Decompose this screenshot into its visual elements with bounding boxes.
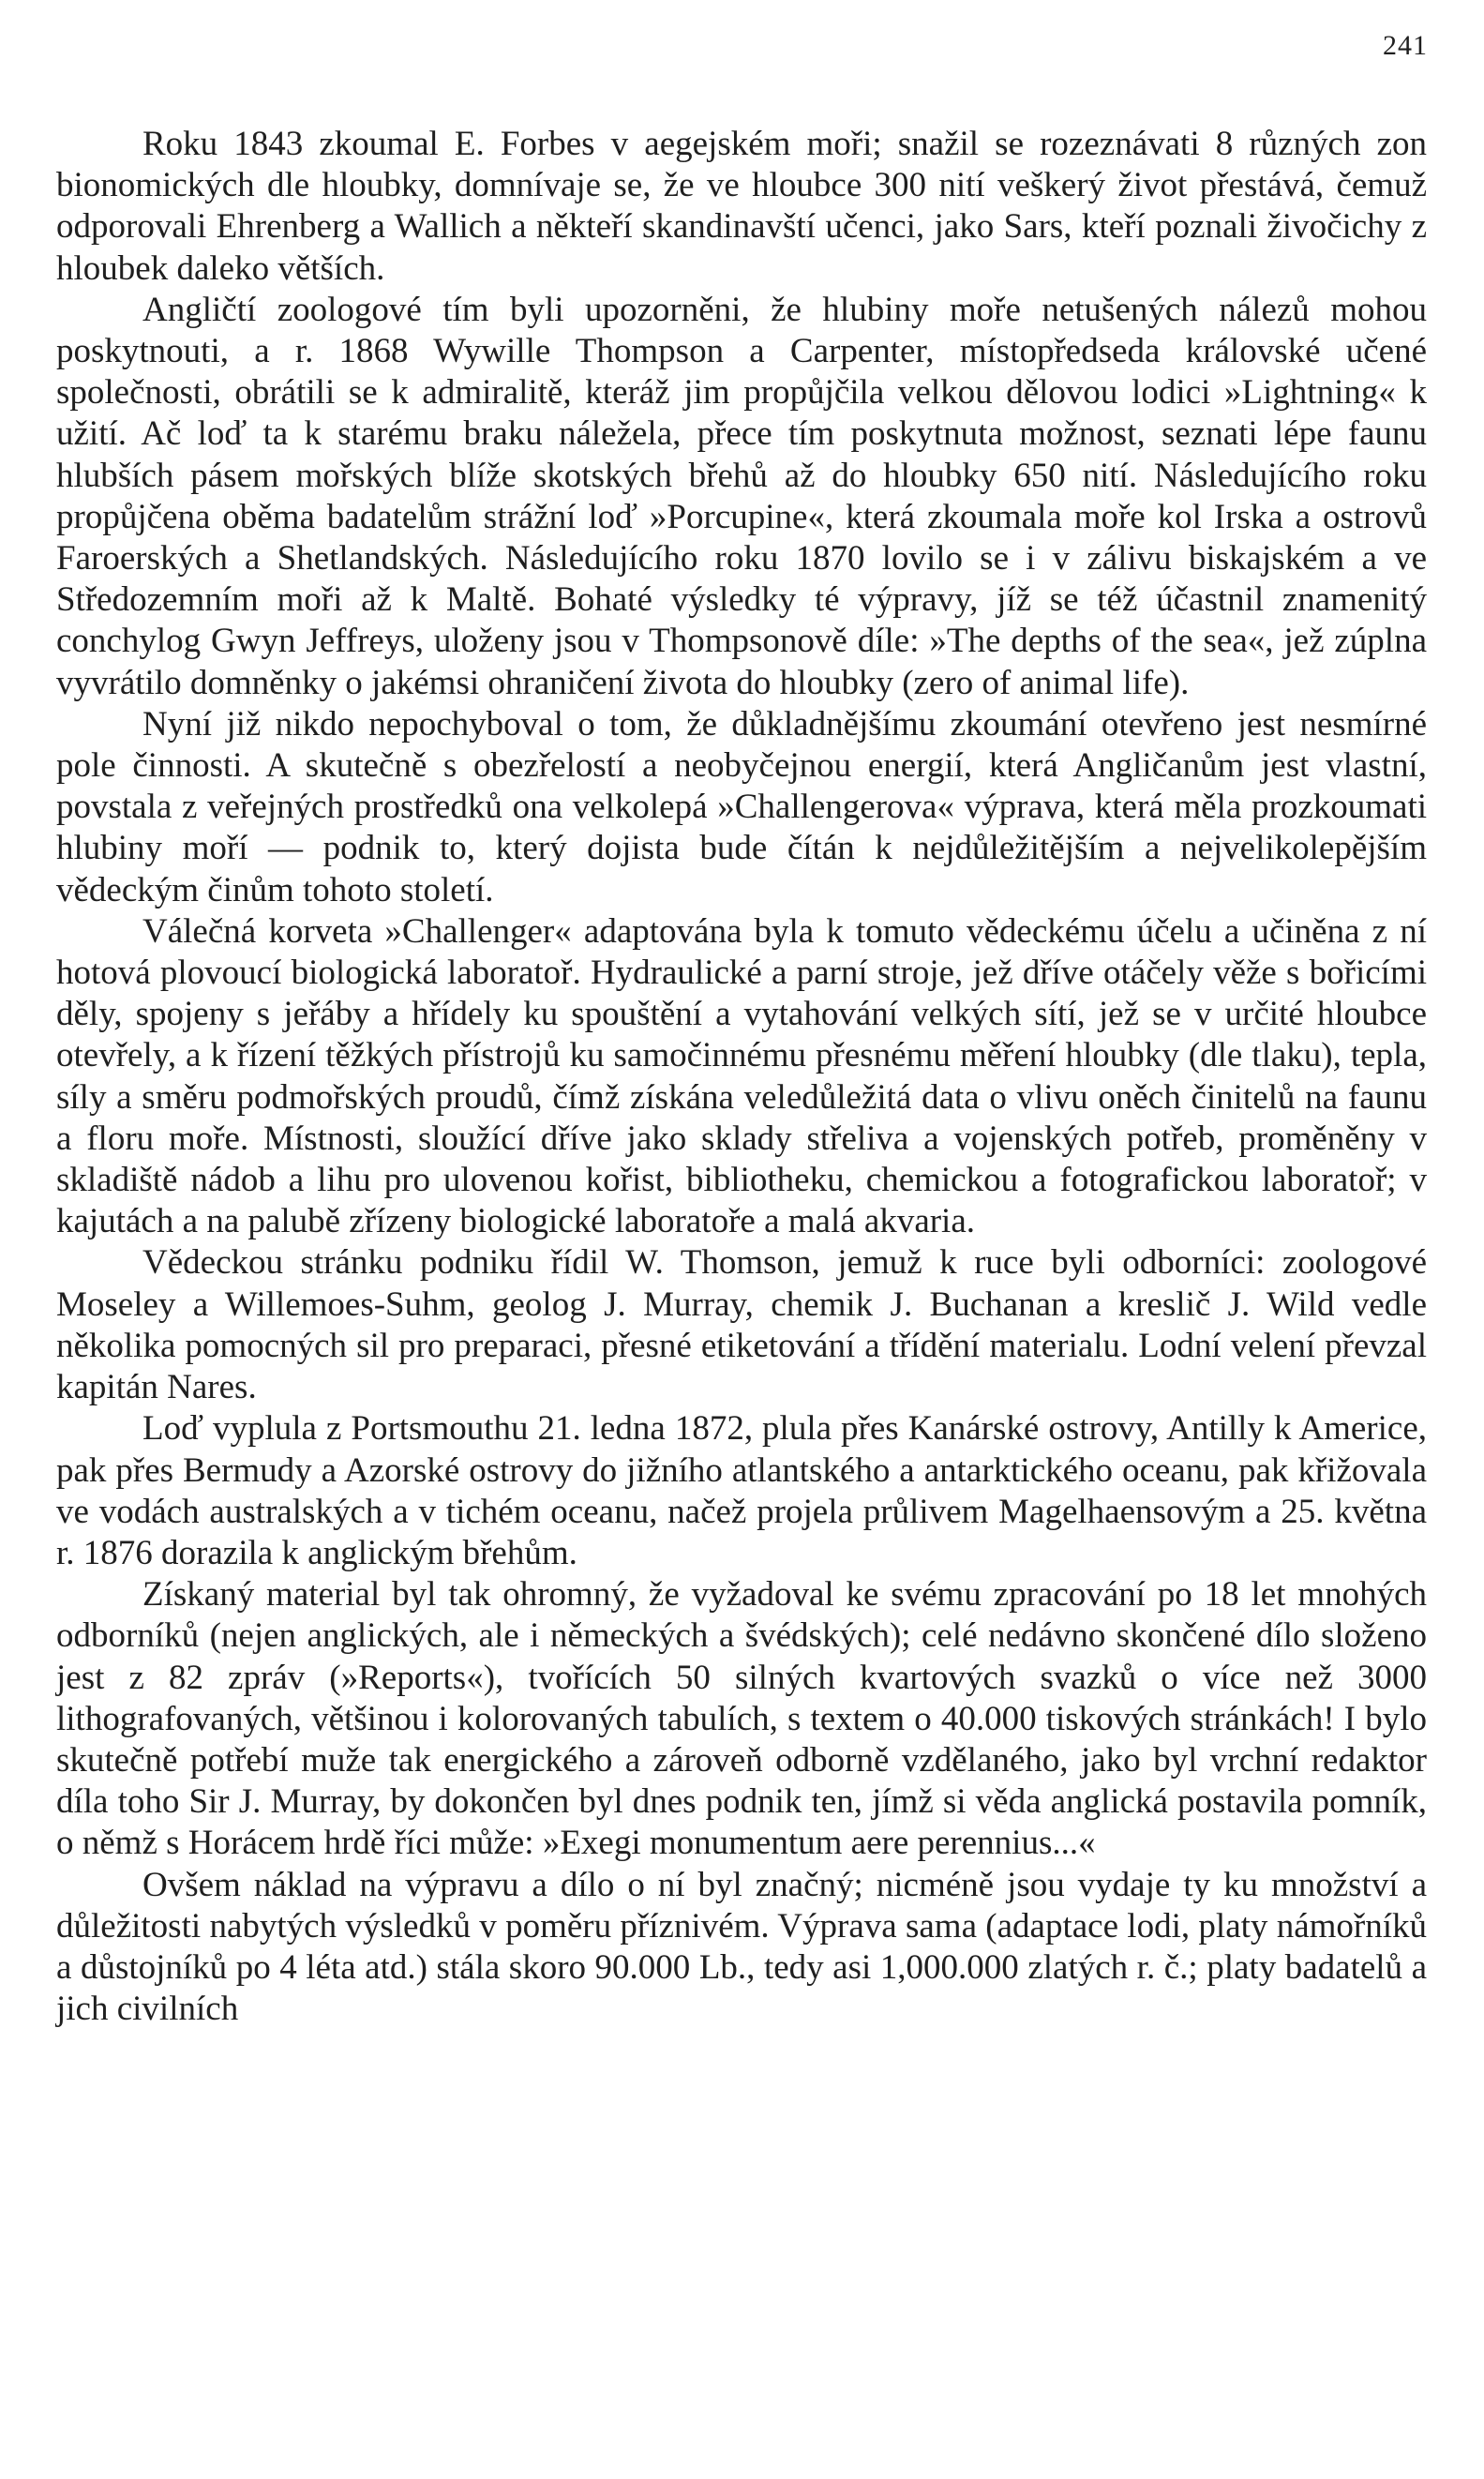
paragraph-4: Válečná korveta »Challenger« adaptována byla k tomuto vědeckému účelu a učiněna z ní hotová plovoucí biologická laboratoř. Hydraulické a parní stroje, jež dříve otáčely věže s bořicími děly, spojeny s jeřáby a hřídely ku spouštění a vytahování velkých sítí, jež se v určité hloubce otevřely, a k řízení těžkých přístrojů ku samočinnému přesnému měření hloubky (dle tlaku), tepla, síly a směru podmořských proudů, čímž získána veledůležitá data o vlivu oněch činitelů na faunu a floru moře. Místnosti, sloužící dříve jako sklady střeliva a vojenských potřeb, proměněny v skladiště nádob a lihu pro ulovenou kořist, bibliotheku, chemickou a fotografickou laboratoř; v kajutách a na palubě zřízeny biologické laboratoře a malá akvaria.: [56, 911, 1427, 1241]
paragraph-5: Vědeckou stránku podniku řídil W. Thomson, jemuž k ruce byli odborníci: zoologové Moseley a Willemoes-Suhm, geolog J. Murray, chemik J. Buchanan a kreslič J. Wild vedle několika pomocných sil pro preparaci, přesné etiketování a třídění materialu. Lodní velení převzal kapitán Nares.: [56, 1243, 1427, 1407]
paragraph-3: Nyní již nikdo nepochyboval o tom, že důkladnějšímu zkoumání otevřeno jest nesmírné pole činnosti. A skutečně s obezřelostí a neobyčejnou energií, která Angličanům jest vlastní, povstala z veřejných prostředků ona velkolepá »Challengerova« výprava, která měla prozkoumati hlubiny moří — podnik to, který dojista bude čítán k nejdůležitějším a nejvelikolepějším vědeckým činům tohoto století.: [56, 704, 1427, 909]
page-number: 241: [1383, 30, 1428, 61]
paragraph-6: Loď vyplula z Portsmouthu 21. ledna 1872, plula přes Kanárské ostrovy, Antilly k Americe, pak přes Bermudy a Azorské ostrovy do jižního atlantského a antarktického oceanu, pak křižovala ve vodách australských a v tichém oceanu, načež projela průlivem Magelhaensovým a 25. května r. 1876 dorazila k anglickým břehům.: [56, 1409, 1427, 1572]
article-text: [56, 124, 1427, 2030]
paragraph-8: Ovšem náklad na výpravu a dílo o ní byl značný; nicméně jsou vydaje ty ku množství a důležitosti nabytých výsledků v poměru příznivém. Výprava sama (adaptace lodi, platy námořníků a důstojníků po 4 léta atd.) stála skoro 90.000 Lb., tedy asi 1,000.000 zlatých r. č.; platy badatelů a jich civilních: [56, 1865, 1427, 2029]
paragraph-2: Angličtí zoologové tím byli upozorněni, že hlubiny moře netušených nálezů mohou poskytnouti, a r. 1868 Wywille Thompson a Carpenter, místopředseda královské učené společnosti, obrátili se k admiralitě, kteráž jim propůjčila velkou dělovou lodici »Lightning« k užití. Ač loď ta k starému braku náležela, přece tím poskytnuta možnost, seznati lépe faunu hlubších pásem mořských blíže skotských břehů až do hloubky 650 nití. Následujícího roku propůjčena oběma badatelům strážní loď »Porcupine«, která zkoumala moře kol Irska a ostrovů Faroerských a Shetlandských. Následujícího roku 1870 lovilo se i v zálivu biskajském a ve Středozemním moři až k Maltě. Bohaté výsledky té výpravy, jíž se též účastnil znamenitý conchylog Gwyn Jeffreys, uloženy jsou v Thompsonově díle: »The depths of the sea«, jež zúplna vyvrátilo domněnky o jakémsi ohraničení života do hloubky (zero of animal life).: [56, 290, 1427, 702]
paragraph-7: Získaný material byl tak ohromný, že vyžadoval ke svému zpracování po 18 let mnohých odborníků (nejen anglických, ale i německých a švédských); celé nedávno skončené dílo složeno jest z 82 zpráv (»Reports«), tvořících 50 silných kvartových svazků o více než 3000 lithografovaných, většinou i kolorovaných tabulích, s textem o 40.000 tiskových stránkách! I bylo skutečně potřebí muže tak energického a zároveň odborně vzdělaného, jako byl vrchní redaktor díla toho Sir J. Murray, by dokončen byl dnes podnik ten, jímž si věda anglická postavila pomník, o němž s Horácem hrdě říci může: »Exegi monumentum aere perennius...«: [56, 1575, 1427, 1863]
paragraph-1: Roku 1843 zkoumal E. Forbes v aegejském moři; snažil se rozeznávati 8 různých zon bionomických dle hloubky, domnívaje se, že ve hloubce 300 nití veškerý život přestává, čemuž odporovali Ehrenberg a Wallich a někteří skandinavští učenci, jako Sars, kteří poznali živočichy z hloubek daleko větších.: [56, 125, 1427, 288]
